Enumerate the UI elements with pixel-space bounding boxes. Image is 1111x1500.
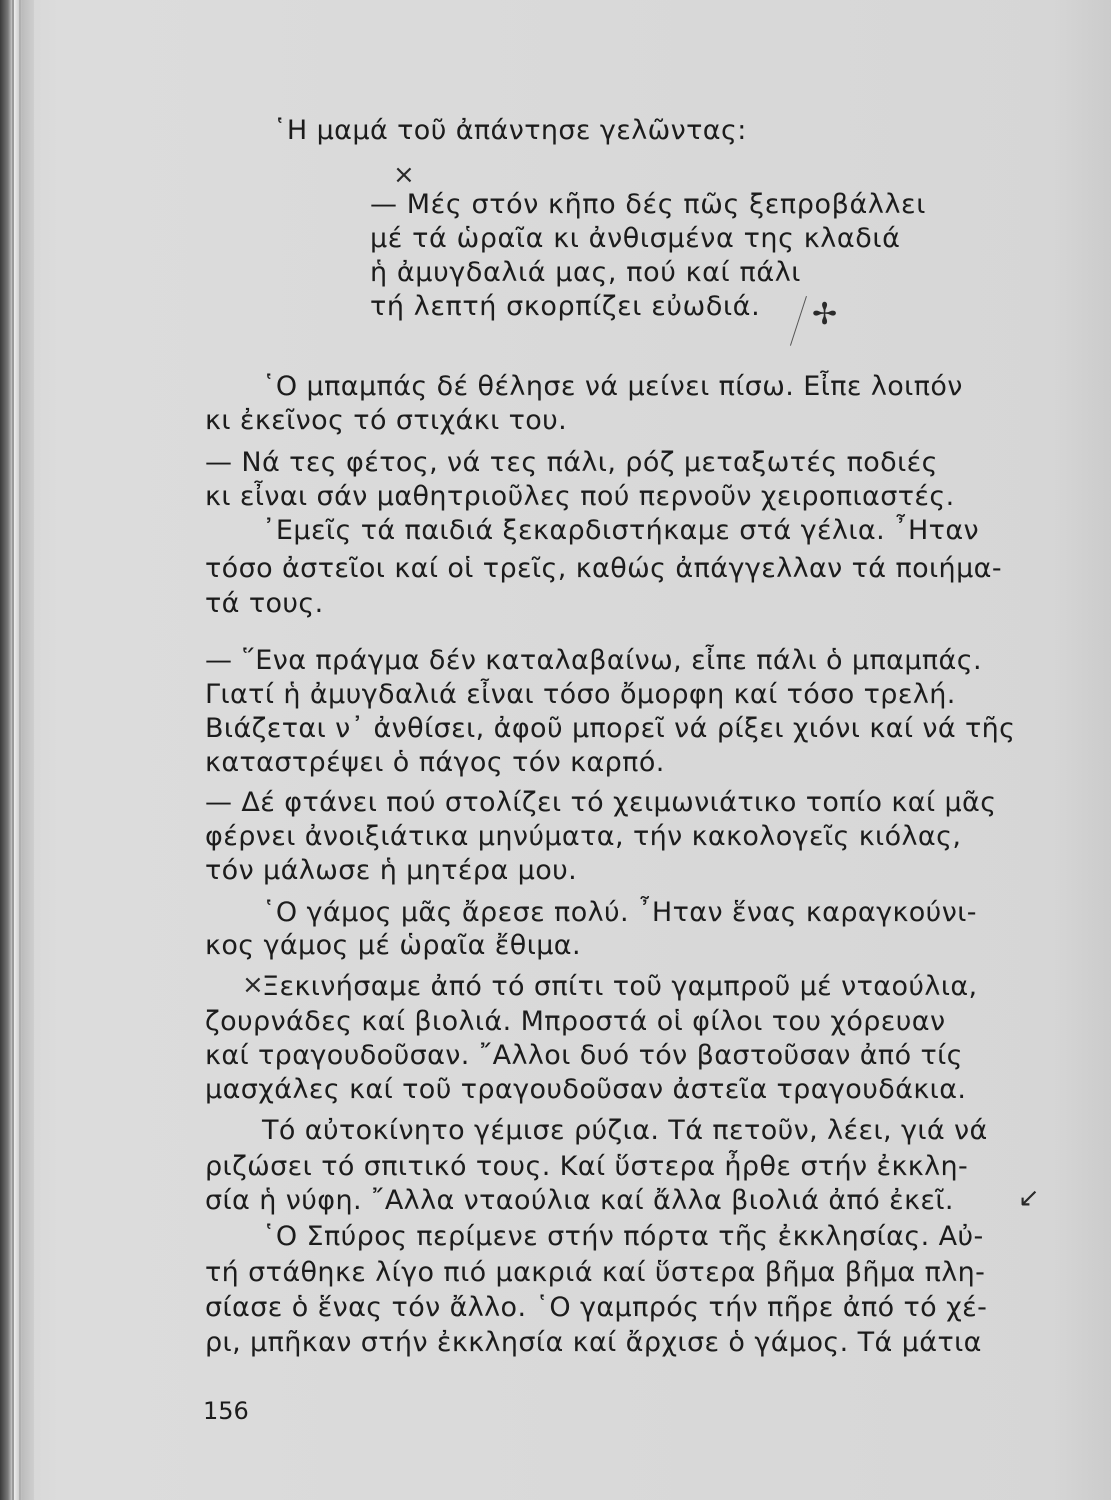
- text-line: μασχάλες καί τοῦ τραγουδοῦσαν ἀστεῖα τραγουδάκια.: [205, 1074, 967, 1105]
- page-edge-line: [12, 0, 14, 1500]
- text-line: ῾Ο μπαμπάς δέ θέλησε νά μείνει πίσω. Εἶπε λοιπόν: [262, 371, 963, 402]
- text-line: κι ἐκεῖνος τό στιχάκι του.: [205, 405, 568, 436]
- text-line: φέρνει ἀνοιξιάτικα μηνύματα, τήν κακολογεῖς κιόλας,: [205, 821, 962, 852]
- pencil-star-mark: ✢: [812, 297, 838, 332]
- text-line: ῾Ο Σπύρος περίμενε στήν πόρτα τῆς ἐκκλησίας. Αὐ-: [262, 1221, 984, 1252]
- stanza-line: μέ τά ὡραῖα κι ἀνθισμένα της κλαδιά: [370, 223, 901, 254]
- text-line: τά τους.: [205, 588, 324, 619]
- text-line: κος γάμος μέ ὡραῖα ἔθιμα.: [205, 930, 581, 961]
- page-edge-line: [19, 0, 21, 1500]
- text-line: ᾿Εμεῖς τά παιδιά ξεκαρδιστήκαμε στά γέλια. ῏Ηταν: [262, 515, 979, 546]
- text-line: Τό αὐτοκίνητο γέμισε ρύζια. Τά πετοῦν, λέει, γιά νά: [262, 1115, 988, 1146]
- text-line: σίασε ὁ ἕνας τόν ἄλλο. ῾Ο γαμπρός τήν πῆρε ἀπό τό χέ-: [205, 1292, 988, 1323]
- scan-shadow: [1051, 0, 1111, 1500]
- text-line: τή στάθηκε λίγο πιό μακριά καί ὕστερα βῆμα βῆμα πλη-: [205, 1257, 986, 1288]
- text-line: — ῞Ενα πράγμα δέν καταλαβαίνω, εἶπε πάλι ὁ μπαμπάς.: [205, 645, 982, 676]
- stanza-line: ἡ ἀμυγδαλιά μας, πού καί πάλι: [370, 257, 802, 288]
- stanza-intro: ῾Η μαμά τοῦ ἀπάντησε γελῶντας:: [273, 115, 747, 146]
- text-line: ριζώσει τό σπιτικό τους. Καί ὕστερα ἦρθε στήν ἐκκλη-: [205, 1151, 969, 1182]
- text-line: — Δέ φτάνει πού στολίζει τό χειμωνιάτικο τοπίο καί μᾶς: [205, 787, 997, 818]
- text-line: ῾Ο γάμος μᾶς ἄρεσε πολύ. ῏Ηταν ἕνας καραγκούνι-: [262, 897, 977, 928]
- book-spine: [0, 0, 34, 1500]
- pencil-arrow-mark: ↙: [1018, 1183, 1040, 1213]
- pencil-x-mark: ×: [393, 160, 415, 190]
- text-line: κι εἶναι σάν μαθητριοῦλες πού περνοῦν χειροπιαστές.: [205, 481, 955, 512]
- text-line: Γιατί ἡ ἀμυγδαλιά εἶναι τόσο ὄμορφη καί τόσο τρελή.: [205, 679, 956, 710]
- pencil-x-mark: ×: [242, 970, 264, 1000]
- stanza-line: τή λεπτή σκορπίζει εὐωδιά.: [370, 291, 761, 322]
- pencil-slash: [790, 296, 807, 346]
- stanza-line: — Μές στόν κῆπο δές πῶς ξεπροβάλλει: [370, 189, 926, 220]
- text-line: Βιάζεται ν᾿ ἀνθίσει, ἀφοῦ μπορεῖ νά ρίξει χιόνι καί νά τῆς: [205, 713, 1016, 744]
- text-line: ζουρνάδες καί βιολιά. Μπροστά οἱ φίλοι του χόρευαν: [205, 1006, 946, 1037]
- text-line: καταστρέψει ὁ πάγος τόν καρπό.: [205, 747, 665, 778]
- text-line: ρι, μπῆκαν στήν ἐκκλησία καί ἄρχισε ὁ γάμος. Τά μάτια: [205, 1327, 982, 1358]
- text-line: Ξεκινήσαμε ἀπό τό σπίτι τοῦ γαμπροῦ μέ νταούλια,: [262, 971, 978, 1002]
- page-number: 156: [203, 1397, 249, 1425]
- text-line: — Νά τες φέτος, νά τες πάλι, ρόζ μεταξωτές ποδιές: [205, 447, 938, 478]
- text-line: τόν μάλωσε ἡ μητέρα μου.: [205, 855, 578, 886]
- text-line: τόσο ἀστεῖοι καί οἱ τρεῖς, καθώς ἀπάγγελλαν τά ποιήμα-: [205, 553, 1002, 584]
- text-line: καί τραγουδοῦσαν. ῎Αλλοι δυό τόν βαστοῦσαν ἀπό τίς: [205, 1040, 963, 1071]
- text-line: σία ἡ νύφη. ῎Αλλα νταούλια καί ἄλλα βιολιά ἀπό ἐκεῖ.: [205, 1185, 954, 1216]
